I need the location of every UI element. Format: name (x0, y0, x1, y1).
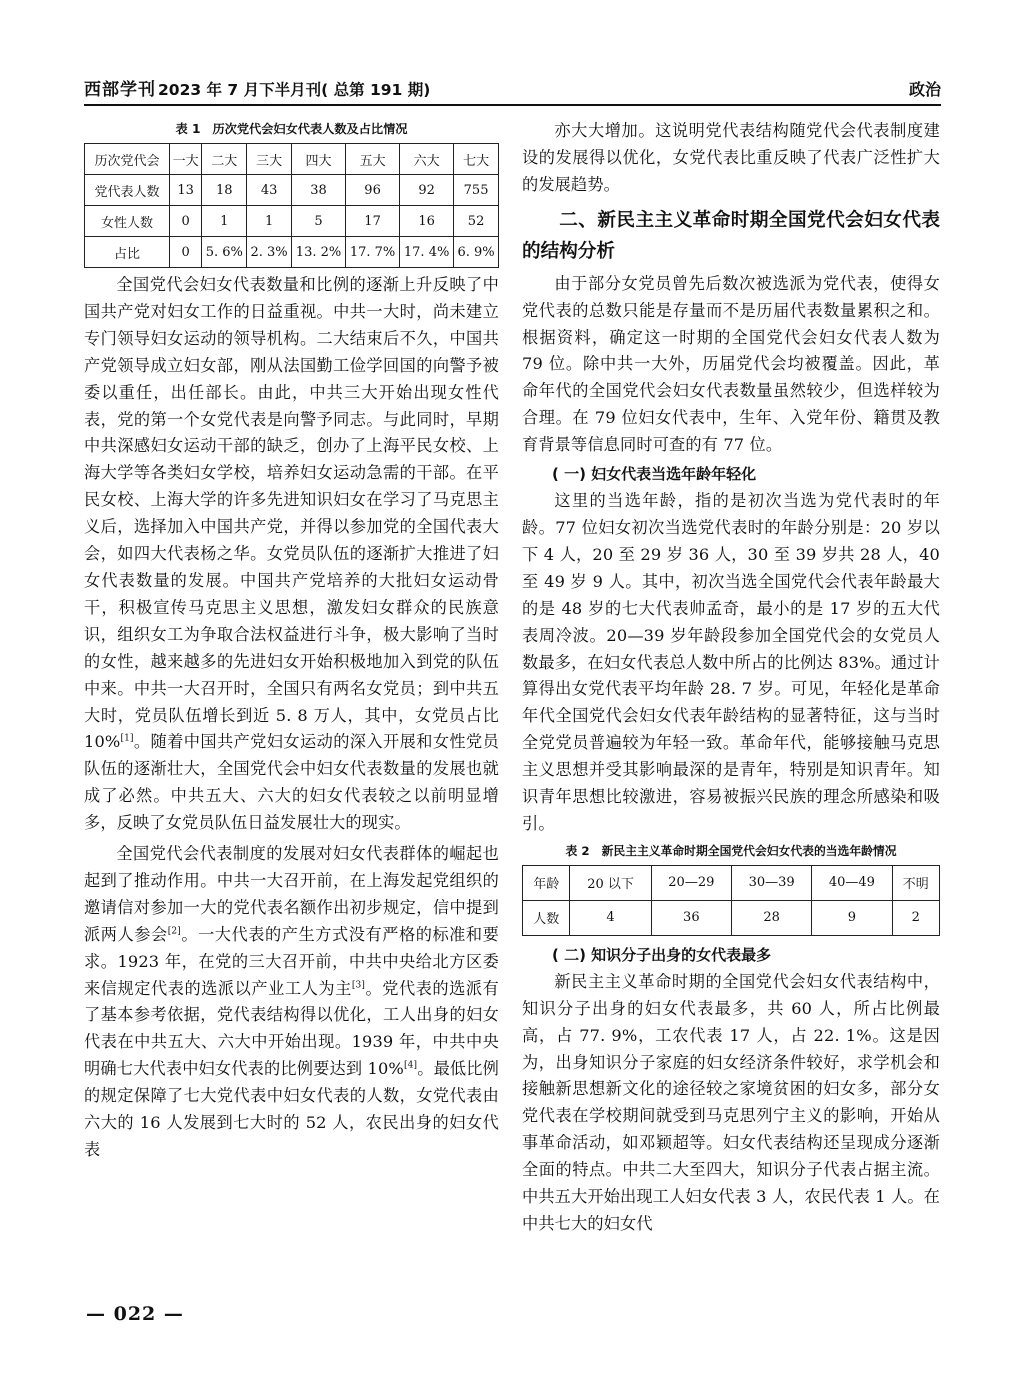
table1-caption-text: 历次党代会妇女代表人数及占比情况 (212, 122, 408, 136)
table1-cell: 17. 4% (400, 237, 454, 268)
table1-cell: 五大 (346, 144, 400, 175)
right-paragraph-3: 新民主主义革命时期的全国党代会妇女代表结构中，知识分子出身的妇女代表最多，共 60 人，所占比例最高，占 77. 9%，工农代表 17 人，占 22. 1%。这是因为，出身知识分子家庭的妇女经济条件较好，求学机会和接触新思想新文化的途径较之家境贫困的妇女多，部分女党代表在学校期间就受到马克思列宁主义的影响，开始从事革命活动，如邓颖超等。妇女代表结构还呈现成分逐渐全面的特点。中共二大至四大，知识分子代表占据主流。中共五大开始出现工人妇女代表 3 人，农民代表 1 人。在中共七大的妇女代 (522, 971, 940, 1233)
table2-row-header: 年龄 (523, 865, 570, 900)
citation-ref: [1] (120, 734, 134, 745)
table1-cell: 一大 (170, 144, 202, 175)
subheading-education: ( 二) 知识分子出身的女代表最多 (552, 945, 772, 964)
right-paragraph-2: 这里的当选年龄，指的是初次当选为党代表时的年龄。77 位妇女初次当选党代表时的年龄分别是：20 岁以下 4 人，20 至 29 岁 36 人，30 至 39 岁共 28 人，40 至 49 岁 9 人。其中，初次当选全国党代会代表年龄最大的是 48 岁的七大代表帅孟奇，最小的是 17 岁的五大代表周冷波。20—39 岁年龄段参加全国党代会的女党员人数最多，在妇女代表总人数中所占的比例达 83%。通过计算得出女党代表平均年龄 28. 7 岁。可见，年轻化是革命年代全国党代会妇女代表年龄结构的显著特征，这与当时全党党员普遍较为年轻一致。革命年代，能够接触马克思主义思想并受其影响最深的是青年，特别是知识青年。知识青年思想比较激进，容易被振兴民族的理念所感染和吸引。 (522, 491, 940, 833)
table2-caption-number: 表 2 (565, 843, 590, 858)
table1-cell: 0 (170, 237, 202, 268)
section-label: 政治 (908, 80, 941, 99)
left-p1-tail: 。随着中国共产党妇女运动的深入开展和女性党员队伍的逐渐壮大，全国党代会中妇女代表数量的发展也就成了必然。中共五大、六大的妇女代表较之以前明显增多，反映了女党员队伍日益发展壮大的现实。 (84, 732, 499, 833)
citation-ref: [4] (403, 1060, 418, 1071)
subheading-age: ( 一) 妇女代表当选年龄年轻化 (552, 465, 757, 484)
page-number: — 022 — (86, 1303, 184, 1325)
table1-cell: 17 (346, 206, 400, 237)
table1-cell: 755 (454, 175, 499, 206)
table2 (522, 865, 940, 936)
table1-cell: 5 (292, 206, 346, 237)
table1-cell: 1 (202, 206, 247, 237)
table1-cell: 38 (292, 175, 346, 206)
left-column (84, 118, 499, 1164)
table2-cell: 20 以下 (570, 865, 651, 900)
table1-row (85, 237, 499, 268)
table1-caption-number: 表 1 (175, 122, 201, 136)
running-header (84, 72, 941, 106)
table1-row (85, 175, 499, 206)
table1-cell: 1 (247, 206, 292, 237)
table1 (84, 143, 499, 268)
table1-cell: 17. 7% (346, 237, 400, 268)
table1-cell: 2. 3% (247, 237, 292, 268)
table1-cell: 5. 6% (202, 237, 247, 268)
table2-cell: 2 (892, 900, 939, 935)
left-p2-text-c: 。党代表的选派有了基本参考依据，党代表结构得以优化，工人出身的妇女代表在中共五大、六大中开始出现。1939 年，中共中央明确七大代表中妇女代表的比例要达到 10% (84, 978, 499, 1079)
table2-cell: 28 (731, 900, 811, 935)
left-p2-text-a: 全国党代会代表制度的发展对妇女代表群体的崛起也起到了推动作用。中共一大召开前，在上海发起党组织的邀请信对参加一大的党代表名额作出初步规定，信中提到派两人参会 (84, 844, 499, 944)
table1-cell: 43 (247, 175, 292, 206)
table1-row-header: 历次党代会 (85, 144, 170, 175)
table2-cell: 40—49 (812, 865, 892, 900)
table2-cell: 4 (570, 900, 651, 935)
table1-cell: 13. 2% (292, 237, 346, 268)
table2-cell: 30—39 (731, 865, 811, 900)
table1-row (85, 206, 499, 237)
table2-caption-text: 新民主主义革命时期全国党代会妇女代表的当选年龄情况 (601, 843, 897, 858)
citation-ref: [2] (167, 926, 181, 937)
table1-cell: 13 (170, 175, 202, 206)
table2-caption (522, 842, 940, 859)
left-p2-text-b: 。一大代表的产生方式没有严格的标准和要求。1923 年，在党的三大召开前，中共中央给北方区委来信规定代表的选派以产业工人为主 (84, 924, 500, 998)
table1-cell: 6. 9% (454, 237, 499, 268)
table2-row (523, 900, 940, 935)
table1-cell: 三大 (247, 144, 292, 175)
table2-row-header: 人数 (523, 900, 570, 935)
left-paragraph-2 (84, 841, 499, 1164)
left-p2-text-d: 。最低比例的规定保障了七大党代表中妇女代表的人数，女党代表由六大的 16 人发展到七大时的 52 人，农民出身的妇女代表 (84, 1059, 499, 1159)
table1-cell: 七大 (454, 144, 499, 175)
right-paragraph-0: 亦大大增加。这说明党代表结构随党代会代表制度建设的发展得以优化，女党代表比重反映了代表广泛性扩大的发展趋势。 (522, 121, 940, 194)
table2-cell: 36 (651, 900, 731, 935)
left-paragraph-1 (84, 272, 499, 837)
table1-cell: 二大 (202, 144, 247, 175)
table1-row-header: 党代表人数 (85, 175, 170, 206)
left-p1-text: 全国党代会妇女代表数量和比例的逐渐上升反映了中国共产党对妇女工作的日益重视。中共一大时，尚未建立专门领导妇女运动的领导机构。二大结束后不久，中国共产党领导成立妇女部，刚从法国勤工俭学回国的向警予被委以重任，出任部长。由此，中共三大开始出现女性代表，党的第一个女党代表是向警予同志。与此同时，早期中共深感妇女运动干部的缺乏，创办了上海平民女校、上海大学等各类妇女学校，培养妇女运动急需的干部。在平民女校、上海大学的许多先进知识妇女在学习了马克思主义后，选择加入中国共产党，并得以参加党的全国代表大会，如四大代表杨之华。女党员队伍的逐渐扩大推进了妇女代表数量的发展。中国共产党培养的大批妇女运动骨干，积极宣传马克思主义思想，激发妇女群众的民族意识，组织女工为争取合法权益进行斗争，极大影响了当时的女性，越来越多的先进妇女开始积极地加入到党的队伍中来。中共一大召开时，全国只有两名女党员；到中共五大时，党员队伍增长到近 5. 8 万人，其中，女党员占比 10% (84, 275, 499, 752)
table2-cell: 不明 (892, 865, 939, 900)
table1-cell: 0 (170, 206, 202, 237)
table1-cell: 16 (400, 206, 454, 237)
table1-cell: 52 (454, 206, 499, 237)
table2-cell: 20—29 (651, 865, 731, 900)
table1-row (85, 144, 499, 175)
table1-cell: 六大 (400, 144, 454, 175)
table2-cell: 9 (812, 900, 892, 935)
section-heading: 二、新民主主义革命时期全国党代会妇女代表的结构分析 (522, 209, 940, 262)
journal-logo: 西部学刊 (84, 80, 156, 100)
table2-row (523, 865, 940, 900)
header-issue-info (84, 75, 430, 100)
table1-cell: 18 (202, 175, 247, 206)
table1-cell: 92 (400, 175, 454, 206)
issue-label: 2023 年 7 月下半月刊( 总第 191 期) (158, 81, 431, 99)
table1-row-header: 占比 (85, 237, 170, 268)
table1-caption (84, 120, 499, 137)
right-column (522, 118, 940, 1238)
table1-cell: 96 (346, 175, 400, 206)
table1-cell: 四大 (292, 144, 346, 175)
citation-ref: [3] (351, 980, 366, 991)
table1-row-header: 女性人数 (85, 206, 170, 237)
right-paragraph-1: 由于部分女党员曾先后数次被选派为党代表，使得女党代表的总数只能是存量而不是历届代表数量累积之和。根据资料，确定这一时期的全国党代会妇女代表人数为 79 位。除中共一大外，历届党代会均被覆盖。因此，革命年代的全国党代会妇女代表数量虽然较少，但选样较为合理。在 79 位妇女代表中，生年、入党年份、籍贯及教育背景等信息同时可查的有 77 位。 (522, 273, 940, 455)
